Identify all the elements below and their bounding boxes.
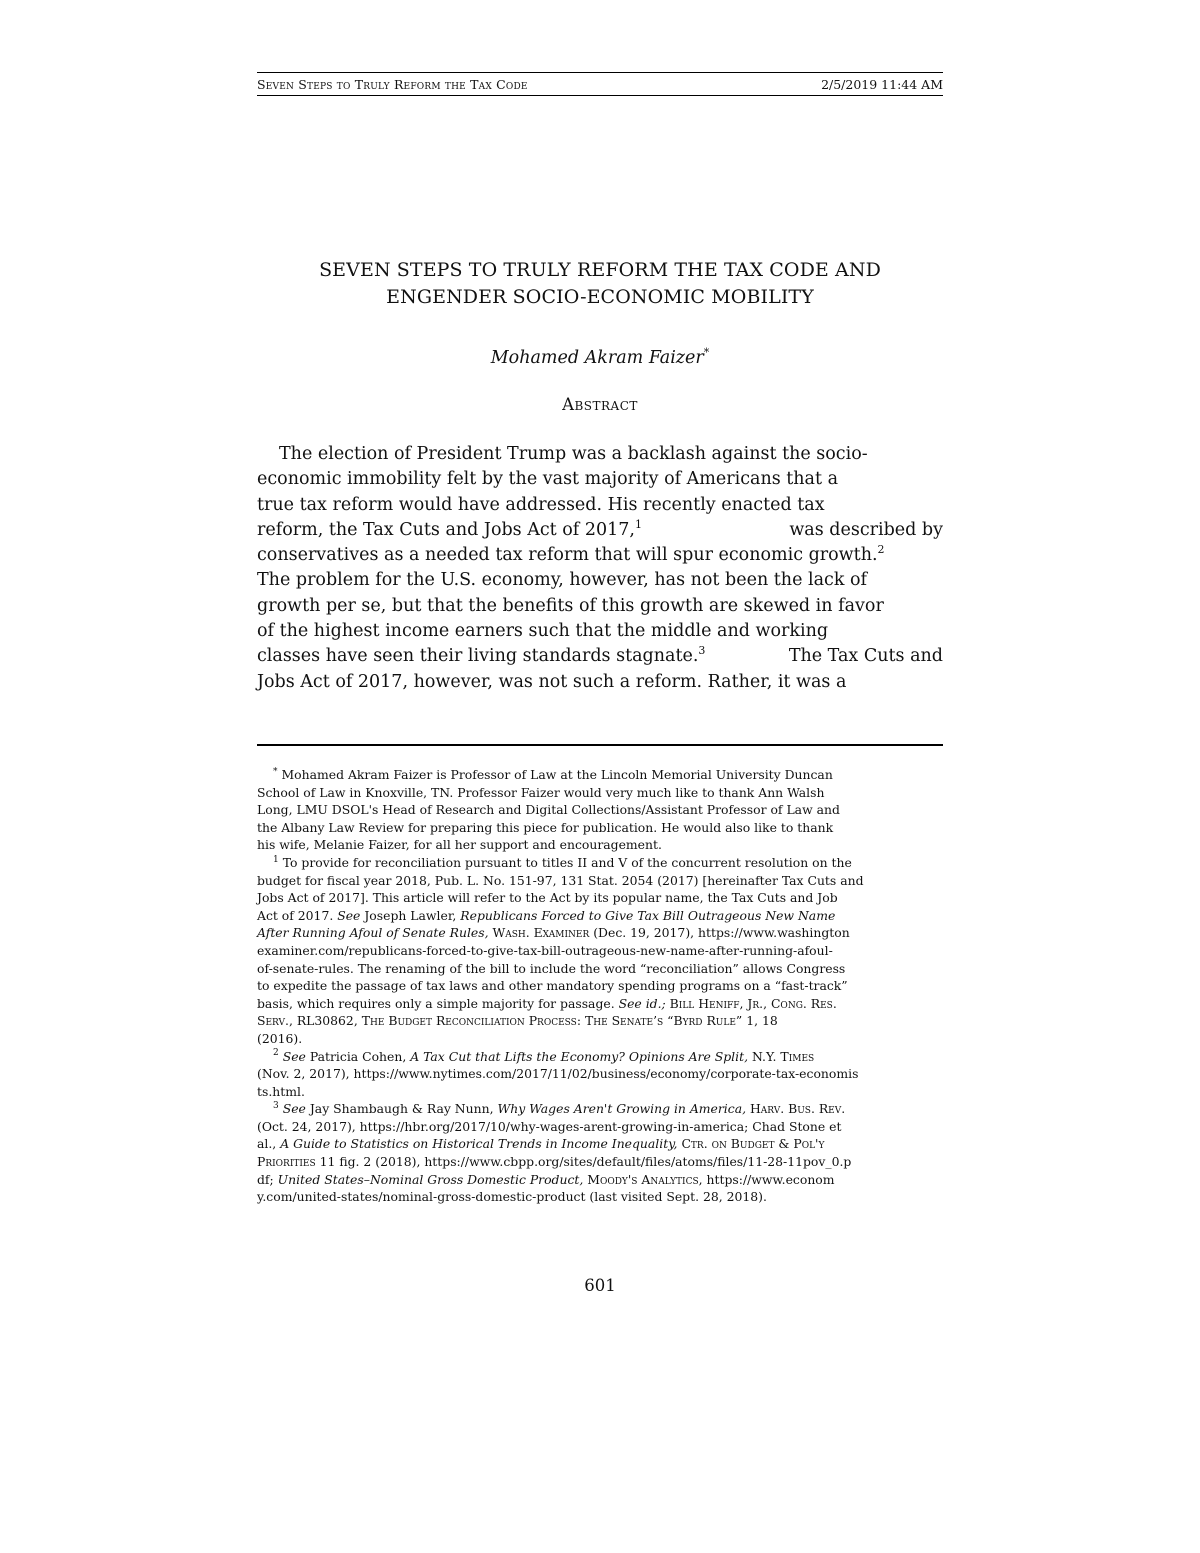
body-line: classes have seen their living standards stagnate.$^3$ The Tax Cuts and: [257, 644, 943, 667]
title-line-1: SEVEN STEPS TO TRULY REFORM THE TAX CODE AND: [319, 259, 881, 281]
page-number: 601: [584, 1276, 616, 1295]
author-name: Mohamed Akram Faizer: [490, 347, 704, 368]
abstract-body: [257, 442, 943, 695]
footnote-link: (Nov. 2, 2017), https://www.nytimes.com/2017/11/02/business/economy/corporate-tax-economis: [257, 1066, 859, 1082]
title-line-2: ENGENDER SOCIO-ECONOMIC MOBILITY: [386, 286, 814, 308]
author-footnote-mark: *: [703, 346, 710, 359]
footnote-ref-1: 1: [634, 518, 642, 532]
footnote-ref-2: 2: [877, 543, 885, 557]
body-line: conservatives as a needed tax reform that will spur economic growth.$^2$: [257, 543, 885, 566]
footnote-1: $^1$ To provide for reconciliation pursuant to titles II and V of the concurrent resolution on the budget for fiscal year 2018, Pub. L. No. 151-97, 131 Stat. 2054 (2017) [hereinafter Tax Cuts and Jobs Act of 2017]. This article will refer to the Act by its popular name, the Tax Cuts and Job Act of 2017. See Joseph Lawler, Republicans Forced to Give Tax Bill Outrageous New Name After Running Afoul of Senate Rules, Wash. Examiner (Dec. 19, 2017), https://www.washington examiner.com/republicans-forced-to-give-tax-bill-outrageous-new-name-after-running-afoul- of-senate-rules. The renaming of the bill to include the word “reconciliation” allows Congress to expedite the passage of tax laws and other mandatory spending programs on a “fast-track” basis, which requires only a simple majority for passage. See id.; Bill Heniff, Jr., Cong. Res. Serv., RL30862, The Budget Reconciliation Process: The Senate’s “Byrd Rule” 1, 18 (2016).: [257, 854, 864, 1046]
author-byline: [257, 346, 943, 368]
body-line: Jobs Act of 2017, however, was not such a reform. Rather, it was a: [257, 671, 847, 692]
header-timestamp: 2/5/2019 11:44 AM: [821, 76, 943, 92]
body-line: reform, the Tax Cuts and Jobs Act of 2017,$^1$ was described by: [257, 518, 943, 540]
footnote-2: $^2$ See Patricia Cohen, A Tax Cut that Lifts the Economy? Opinions Are Split, N.Y. Times (Nov. 2, 2017), https://www.nytimes.com/2017/11/02/business/economy/corporate-tax-economis ts.html.: [257, 1048, 859, 1099]
body-line: true tax reform would have addressed. His recently enacted tax: [257, 494, 825, 515]
running-title: Seven Steps to Truly Reform the Tax Code: [257, 76, 528, 92]
footnotes: [257, 766, 943, 1206]
footnote-star: * Mohamed Akram Faizer is Professor of Law at the Lincoln Memorial University Duncan School of Law in Knoxville, TN. Professor Faizer would very much like to thank Ann Walsh Long, LMU DSOL's Head of Research and Digital Collections/Assistant Professor of Law and the Albany Law Review for preparing this piece for publication. He would also like to thank his wife, Melanie Faizer, for all her support and encouragement.: [257, 766, 840, 853]
footnote-divider: [257, 744, 943, 746]
footnote-ref-3: 3: [698, 644, 706, 658]
running-header: [257, 72, 943, 96]
body-line: of the highest income earners such that the middle and working: [257, 621, 829, 642]
abstract-heading: Abstract: [562, 395, 638, 414]
body-line: growth per se, but that the benefits of this growth are skewed in favor: [257, 595, 884, 616]
article-title: [257, 257, 943, 311]
body-line: The election of President Trump was a backlash against the socio-: [279, 444, 868, 464]
body-line: The problem for the U.S. economy, however, has not been the lack of: [257, 570, 868, 591]
footnote-3: $^3$ See Jay Shambaugh & Ray Nunn, Why Wages Aren't Growing in America, Harv. Bus. Rev. (Oct. 24, 2017), https://hbr.org/2017/10/why-wages-arent-growing-in-america; Chad Stone et al., A Guide to Statistics on Historical Trends in Income Inequality, Ctr. on Budget & Pol'y Priorities 11 fig. 2 (2018), https://www.cbpp.org/sites/default/files/atoms/files/11-28-11pov_0.p df; United States–Nominal Gross Domestic Product, Moody's Analytics, https://www.econom y.com/united-states/nominal-gross-domestic-product (last visited Sept. 28, 2018).: [257, 1101, 852, 1205]
body-line: economic immobility felt by the vast majority of Americans that a: [257, 469, 839, 490]
